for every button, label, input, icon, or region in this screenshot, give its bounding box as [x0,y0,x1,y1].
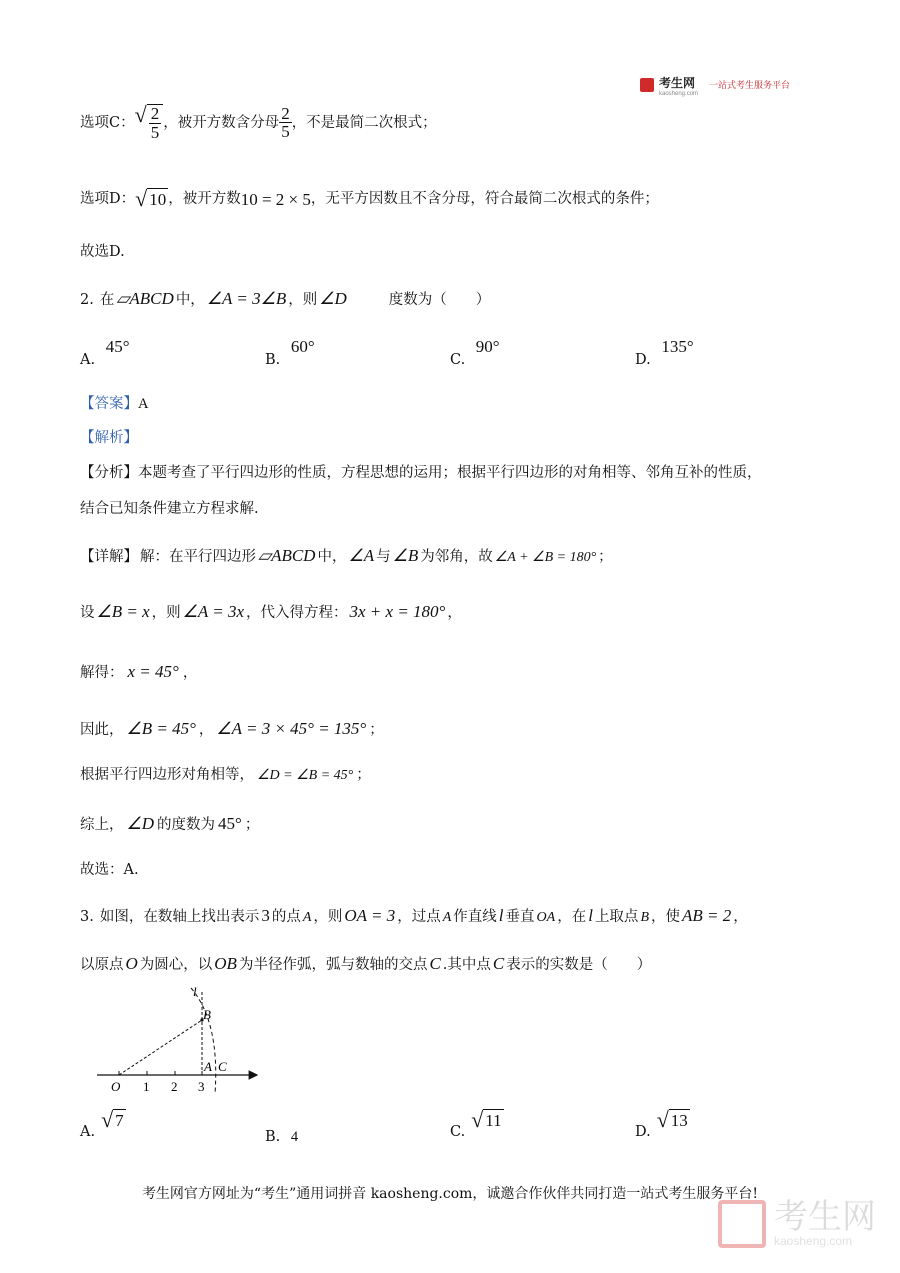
q2-option-c: C. 90° [450,337,500,368]
q2-fenxi-line1: 【分析】本题考查了平行四边形的性质，方程思想的运用；根据平行四边形的对角相等、邻角互补的性质， [80,465,762,481]
prev-conclusion: 故选D. [80,244,125,260]
watermark: 考生网 kaosheng.com [718,1200,876,1248]
label-b: B [203,1007,211,1022]
label-o: O [111,1079,121,1094]
watermark-logo-icon [718,1200,766,1248]
q2-set-variable: 设 ∠B = x ，则 ∠A = 3x ，代入得方程： 3x + x = 180° ， [80,602,462,621]
logo-domain: kaosheng.com [659,91,699,97]
sqrt-icon: √ 13 [656,1107,688,1132]
label-1: 1 [143,1079,150,1094]
q2-answer: 【答案】A [80,396,149,412]
q2-final-answer: 故选：A. [80,862,139,878]
q2-analysis-tag: 【解析】 [80,430,138,446]
q2-opposite-angles: 根据平行四边形对角相等， ∠D = ∠B = 45° ； [80,767,371,783]
label-3: 3 [198,1079,205,1094]
header-logo [640,72,790,97]
q2-option-a: A. 45° [80,337,130,368]
q2-summary: 综上， ∠D 的度数为 45° ； [80,814,260,833]
q2-fenxi-line2: 结合已知条件建立方程求解. [80,501,259,517]
q2-therefore: 因此， ∠B = 45° ， ∠A = 3 × 45° = 135° ； [80,719,384,738]
q2-detail-line: 【详解】 解：在平行四边形 ▱ABCD 中， ∠A 与 ∠B 为邻角，故 ∠A + ∠B = 180° ； [80,546,613,565]
sqrt-icon: √ 11 [471,1107,502,1132]
sqrt-two-fifths: √ $\frac{2}{5}$ [135,104,164,142]
sqrt-icon: √ 7 [101,1107,124,1132]
option-d-explanation: 选项D： √ 10 ，被开方数 10 = 2 × 5 ，无平方因数且不含分母，符合最简二次根式的条件； [80,186,659,211]
q3-option-c: C. √ 11 [450,1107,502,1140]
q3-option-a: A. √ 7 [80,1107,124,1140]
label-a: A [204,1059,212,1074]
logo-icon [640,78,654,92]
number-line-figure [95,982,265,1094]
label-2: 2 [171,1079,178,1094]
logo-slogan: 一站式考生服务平台 [709,81,791,91]
q2-option-d: D. 135° [635,337,694,368]
question-2-stem: 2. 在 ▱ABCD 中， ∠A = 3∠B ，则 ∠D 度数为（ ） [80,289,491,308]
q2-option-b: B. 60° [265,337,315,368]
q3-option-b: B. 4 [265,1129,299,1145]
segment-ob [119,1020,202,1075]
question-3-line2: 以原点 O 为圆心，以 OB 为半径作弧，弧与数轴的交点 C .其中点 C 表示的实数是（ ） [80,954,652,973]
fraction-two-fifths: $\frac{2}{5}$ [281,103,290,142]
label-c: C [218,1059,227,1074]
question-3-line1: 3. 如图，在数轴上找出表示 3 的点 A ，则 OA = 3 ，过点 A 作直线 l 垂直 OA ，在 l 上取点 B ，使 AB = 2 ， [80,906,748,925]
sqrt-ten: √ 10 [135,186,167,211]
page-footer: 考生网官方网址为“考生”通用词拼音 kaosheng.com，诚邀合作伙伴共同打造一站式考生服务平台! [141,1186,759,1202]
option-c-explanation: 选项C： √ $\frac{2}{5}$ ，被开方数含分母 $\frac{2}{5}$ ，不是最简二次根式； [80,102,437,142]
q2-solve: 解得： x = 45° ， [80,662,198,681]
label-l: l [193,984,197,999]
logo-name: 考生网 [659,76,696,90]
q3-option-d: D. √ 13 [635,1107,688,1140]
